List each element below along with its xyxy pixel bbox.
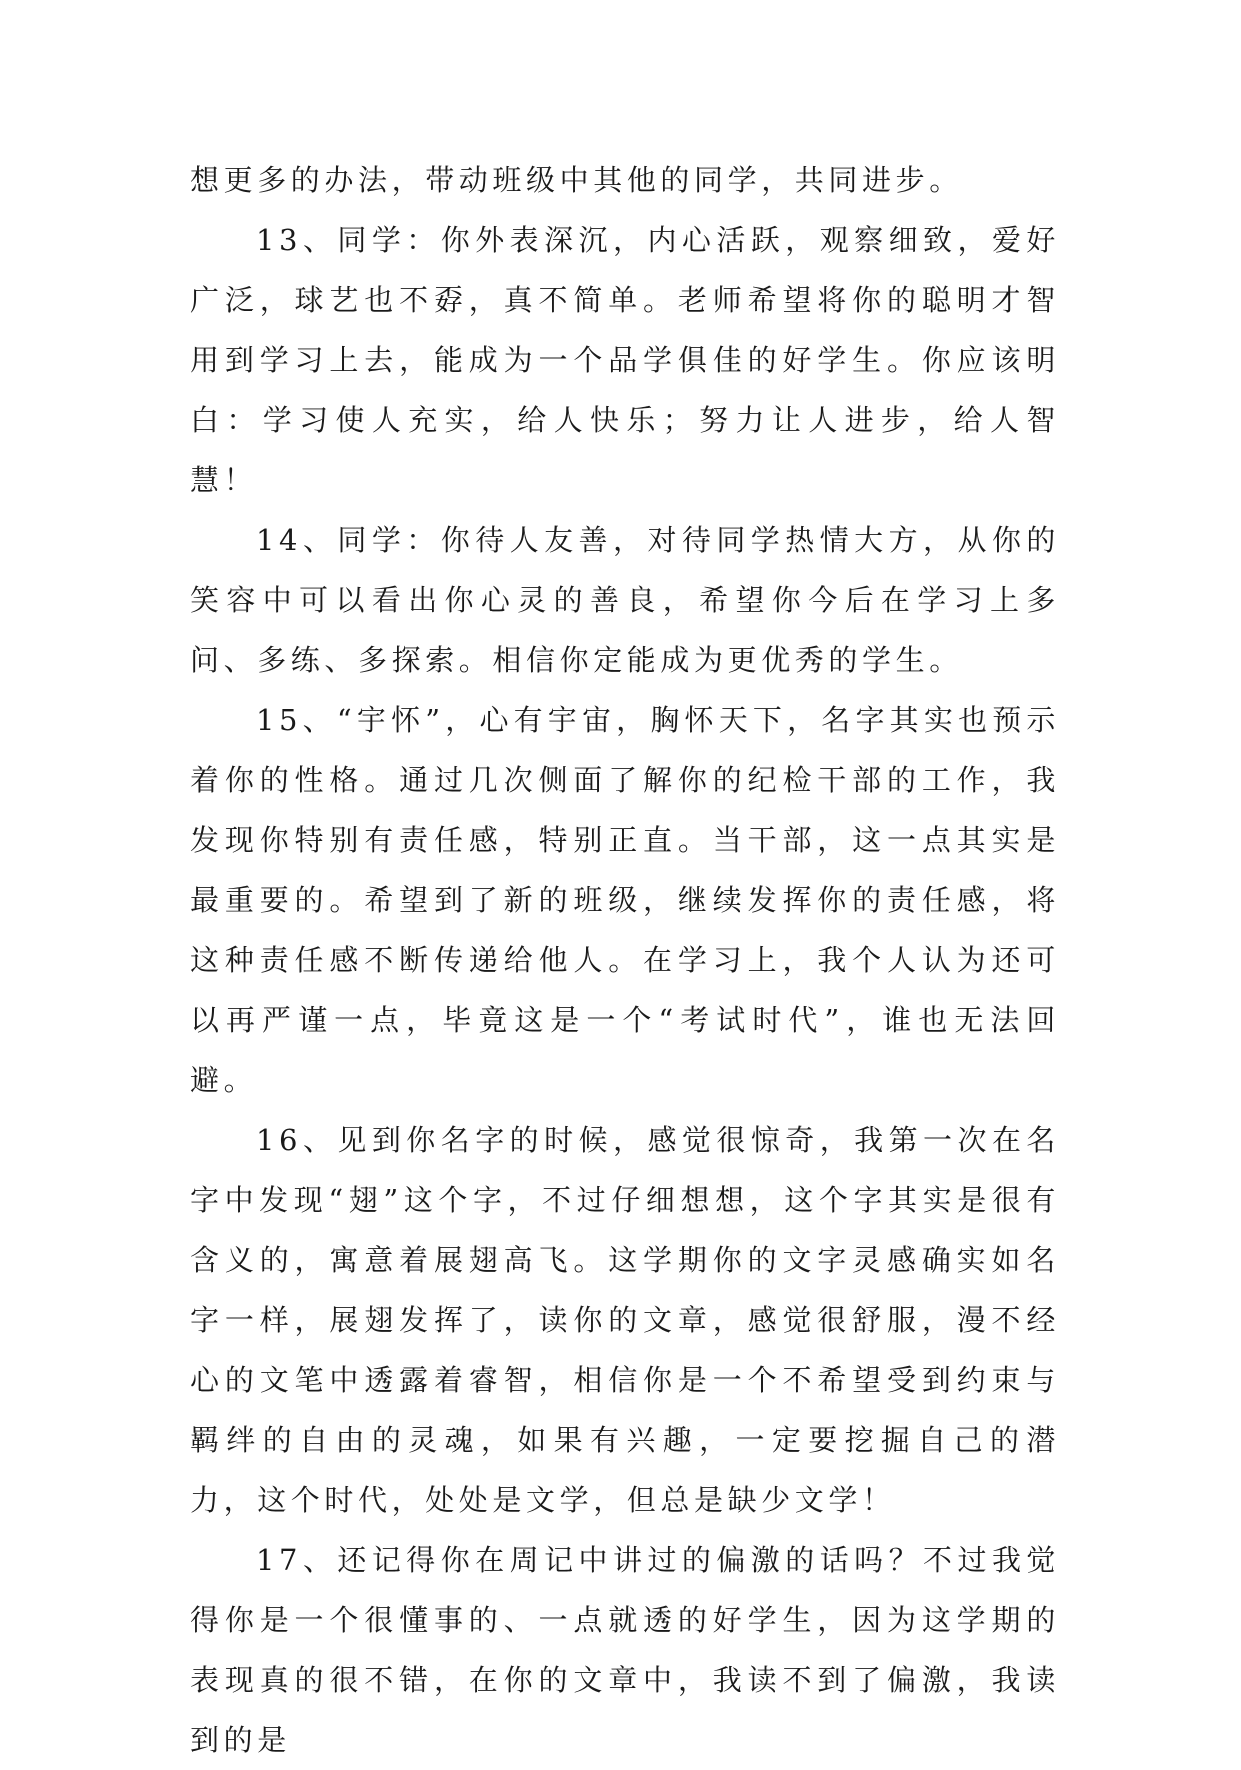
paragraph-16: 16、见到你名字的时候，感觉很惊奇，我第一次在名字中发现“翅”这个字，不过仔细想想，这个字其实是很有含义的，寓意着展翅高飞。这学期你的文字灵感确实如名字一样，展翅发挥了，读你的文章，感觉很舒服，漫不经心的文笔中透露着睿智，相信你是一个不希望受到约束与羁绊的自由的灵魂，如果有兴趣，一定要挖掘自己的潜力，这个时代，处处是文学，但总是缺少文学！ bbox=[190, 1123, 1060, 1517]
document-body bbox=[190, 150, 1060, 1770]
paragraph-15: 15、“宇怀”，心有宇宙，胸怀天下，名字其实也预示着你的性格。通过几次侧面了解你的纪检干部的工作，我发现你特别有责任感，特别正直。当干部，这一点其实是最重要的。希望到了新的班级，继续发挥你的责任感，将这种责任感不断传递给他人。在学习上，我个人认为还可以再严谨一点，毕竟这是一个“考试时代”，谁也无法回避。 bbox=[190, 703, 1060, 1097]
paragraph-13: 13、同学：你外表深沉，内心活跃，观察细致，爱好广泛，球艺也不孬，真不简单。老师希望将你的聪明才智用到学习上去，能成为一个品学俱佳的好学生。你应该明白：学习使人充实，给人快乐；努力让人进步，给人智慧！ bbox=[190, 223, 1060, 497]
paragraph-14: 14、同学：你待人友善，对待同学热情大方，从你的笑容中可以看出你心灵的善良，希望你今后在学习上多问、多练、多探索。相信你定能成为更优秀的学生。 bbox=[190, 523, 1060, 677]
paragraph-17: 17、还记得你在周记中讲过的偏激的话吗？不过我觉得你是一个很懂事的、一点就透的好学生，因为这学期的表现真的很不错，在你的文章中，我读不到了偏激，我读到的是 bbox=[190, 1543, 1060, 1757]
paragraph-continuation: 想更多的办法，带动班级中其他的同学，共同进步。 bbox=[190, 163, 963, 197]
